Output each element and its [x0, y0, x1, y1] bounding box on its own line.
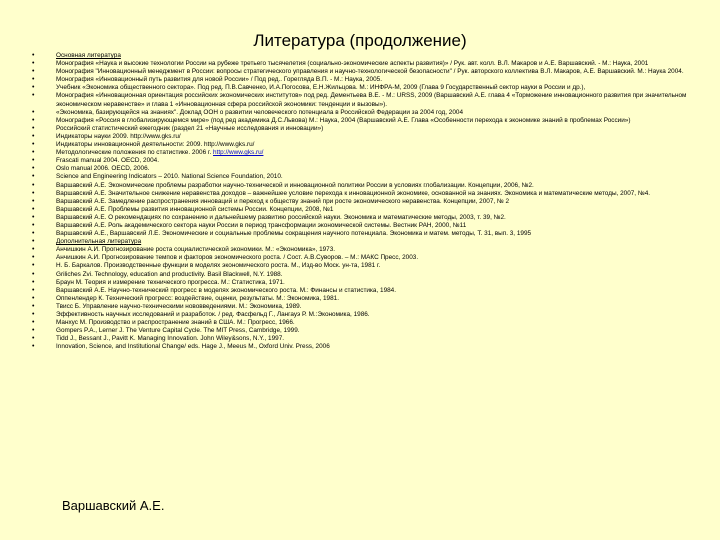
reference-text: Варшавский А.Е. Замедление распространения инноваций и переход к обществу знаний при росте экономического неравенства. Концепции, 2007, № 2: [56, 197, 510, 205]
reference-item: [30, 117, 698, 125]
reference-text: Tidd J., Bessant J., Pavitt K. Managing Innovation. John Wiley&sons, N.Y., 1997.: [56, 335, 285, 343]
reference-item: [30, 141, 698, 149]
reference-item: [30, 60, 698, 68]
reference-item: [30, 254, 698, 262]
reference-text: Монография «Инновационный путь развития для новой России» / Под ред.. Горегляда В.П. - М.: Наука, 2005.: [56, 76, 382, 84]
reference-text: Дополнительная литература: [56, 238, 142, 246]
reference-item: [30, 182, 698, 190]
reference-text: Oslo manual 2006. OECD, 2006.: [56, 165, 150, 173]
slide-title: Литература (продолжение): [253, 31, 467, 51]
reference-text: Gompers P.A., Lerner J. The Venture Capital Cycle. The MIT Press, Cambridge, 1999.: [56, 327, 300, 335]
reference-item: [30, 206, 698, 214]
reference-text: Монография «Инновационная ориентация российских экономических институтов» под ред. Дементьева В.Е. - М.: URSS, 2009 (Варшавский А.Е. глава 4 «Торможение инновационного развития при значительном экономическом неравенстве» и глава 1 «Инновационная сфера российской экономики: тенденции и вызовы»).: [56, 92, 687, 108]
reference-text: Варшавский А.Е. Проблемы развития инновационной системы России. Концепции, 2008, №1: [56, 205, 334, 213]
reference-text: Манхус М. Производство и распространение знаний в США. М.: Прогресс, 1966.: [56, 319, 295, 327]
reference-item: [30, 157, 698, 165]
reference-item: [30, 222, 698, 230]
reference-text: Н. Б. Баркалов. Производственные функции в моделях экономического роста. М., Изд-во Моск. ун-та, 1981 г.: [56, 262, 381, 270]
reference-text: Варшавский А.Е. Научно-технический прогресс в моделях экономического роста. М.: Финансы и статистика, 1984.: [56, 286, 397, 294]
reference-text: Анчишкин А.И. Прогнозирование роста социалистической экономики. М.: «Экономика», 1973.: [56, 246, 336, 254]
reference-text: Frascati manual 2004. OECD, 2004.: [56, 157, 160, 165]
reference-item: [30, 262, 698, 270]
reference-text: Индикаторы науки 2009. http://www.gks.ru/: [56, 132, 181, 140]
reference-item: [30, 311, 698, 319]
reference-text: Российский статистический ежегодник (раздел 21 «Научные исследования и инновации»): [56, 124, 324, 132]
reference-item: [30, 335, 698, 343]
reference-text: Методологические положения по статистике. 2006 г.: [56, 149, 214, 157]
reference-text: Анчишкин А.И. Прогнозирование темпов и факторов экономического роста. / Сост. А.В.Суворов. – М.: МАКС Пресс, 2003.: [56, 254, 419, 262]
reference-item: [30, 295, 698, 303]
reference-text: Браун М. Теория и измерение технического прогресса. М.: Статистика, 1971.: [56, 278, 285, 286]
reference-text: Монография "Инновационный менеджмент в России: вопросы стратегического управления и научно-технологической безопасности" / Рук. авторского коллектива В.Л. Макаров, А.Е. Варшавский. М.: Наука 2004.: [56, 68, 684, 76]
reference-text: Варшавский А.Е. О рекомендациях по сохранению и дальнейшему развитию российской науки. Экономика и математические методы, 2003, т. 39, №2.: [56, 213, 506, 221]
reference-text: Монография «Наука и высокие технологии России на рубеже третьего тысячелетия (социально-экономические аспекты развития)» / Рук. авт. колл. В.Л. Макаров и А.Е. Варшавский. - М.: Наука, 2001: [56, 60, 649, 68]
reference-text: Griliches Zvi. Technology, education and productivity. Basil Blackwell, N.Y. 1988.: [56, 270, 283, 278]
reference-item: [30, 133, 698, 141]
reference-item: [30, 246, 698, 254]
reference-text: Варшавский А.Е. Значительное снижение неравенства доходов – важнейшее условие перехода к инновационной экономике, основанной на знаниях. Экономика и математические методы, 2007, №4.: [56, 189, 651, 197]
reference-item: [30, 214, 698, 222]
reference-text: Эффективность научных исследований и разработок. / ред. Фасфельд Г., Лангауэ Р. М.:Экономика, 1986.: [56, 311, 370, 318]
reference-text: Основная литература: [56, 52, 121, 59]
reference-item: [30, 173, 698, 181]
reference-text: Монография «Россия в глобализирующемся мире» (под ред академика Д.С.Львова) М.: Наука, 2004 (Варшавский А.Е. Глава «Особенности перехода к экономике знаний в проблемах России»): [56, 116, 631, 124]
reference-text: Оппенлендер К. Технический прогресс: воздействие, оценки, результаты. М.: Экономика, 1981.: [56, 294, 339, 302]
reference-item: [30, 109, 698, 117]
reference-list: [30, 52, 698, 351]
reference-item: [30, 327, 698, 335]
reference-item: [30, 287, 698, 295]
author-name: Варшавский А.Е.: [62, 498, 165, 513]
reference-text: Учебник «Экономика общественного сектора». Под ред. П.В.Савченко, И.А.Погосова, Е.Н.Жильцова. М.: ИНФРА-М, 2009 (Глава 9 Государственный сектор науки в России и др.),: [56, 84, 586, 92]
reference-item: [30, 149, 698, 157]
reference-item: [30, 165, 698, 173]
reference-text: Индикаторы инновационной деятельности: 2009. http://www.gks.ru/: [56, 141, 255, 149]
reference-item: [30, 190, 698, 198]
reference-text: Варшавский А.Е. Экономические проблемы разработки научно-технической и инновационной политики России в условиях глобализации. Концепции, 2006, №2.: [56, 181, 534, 189]
reference-text: Варшавский А.Е., Варшавский Л.Е. Экономические и социальные проблемы сокращения научного потенциала. Экономика и матем. методы, Т. 31, вып. 3, 1995: [56, 230, 532, 238]
reference-link[interactable]: http://www.gks.ru/: [213, 149, 264, 157]
reference-item: [30, 92, 698, 108]
reference-text: Варшавский А.Е. Роль академического сектора науки России в период трансформации экономической системы. Вестник РАН, 2000, №11: [56, 221, 467, 229]
reference-item: [30, 279, 698, 287]
reference-text: «Экономика, базирующейся на знаниях". Доклад ООН о развитии человеческого потенциала в Российской Федерации за 2004 год, 2004: [56, 108, 464, 116]
reference-text: Science and Engineering Indicators – 2010. National Science Foundation, 2010.: [56, 173, 283, 181]
reference-item: [30, 303, 698, 311]
section-heading: [30, 52, 698, 60]
reference-item: [30, 230, 698, 238]
reference-item: [30, 271, 698, 279]
reference-item: [30, 319, 698, 327]
reference-item: [30, 343, 698, 351]
reference-item: [30, 125, 698, 133]
reference-text: Innovation, Science, and Institutional Change/ eds. Hage J., Meeus M., Oxford Univ. Press, 2006: [56, 343, 330, 351]
reference-item: [30, 198, 698, 206]
reference-text: Твисс Б. Управление научно-техническими нововведениями. М.: Экономика, 1989.: [56, 302, 302, 310]
